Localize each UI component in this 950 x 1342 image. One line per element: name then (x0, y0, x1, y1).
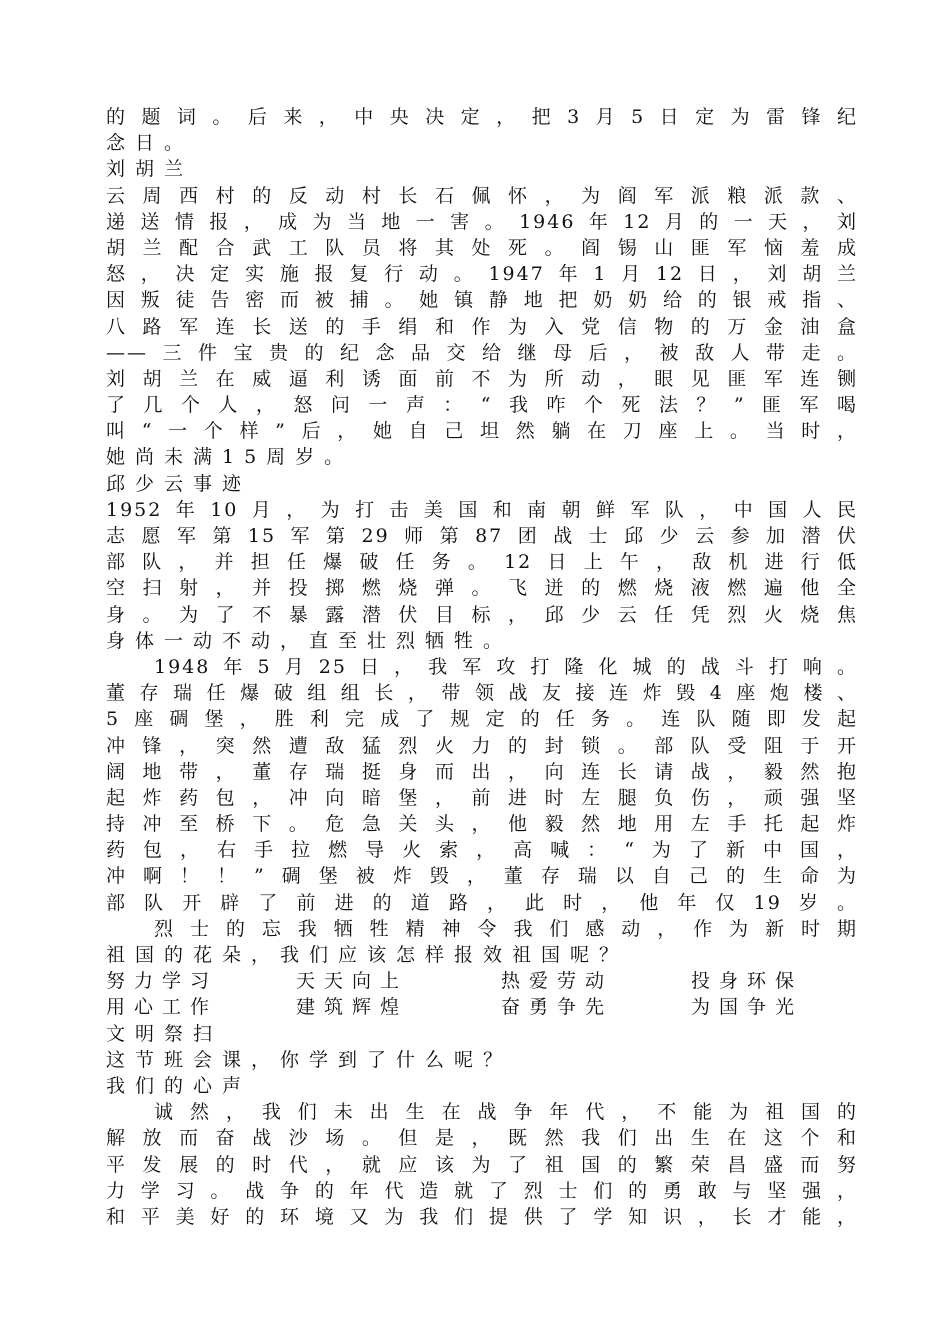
text-line: 药包，右手拉燃导火索，高喊：“为了新中国， (106, 839, 858, 862)
option-item: 奋勇争先 (501, 996, 614, 1019)
document-page (106, 104, 858, 1230)
option-item: 努力学习 (106, 970, 219, 993)
text-line: 空扫射，并投掷燃烧弹。飞迸的燃烧液燃遍他全 (106, 577, 858, 600)
text-line: 解放而奋战沙场。但是，既然我们出生在这个和 (106, 1127, 858, 1150)
text-line: 怒，决定实施报复行动。1947年1月12日，刘胡兰 (106, 263, 858, 286)
text-line: 1952年10月，为打击美国和南朝鲜军队，中国人民 (106, 498, 858, 521)
option-item: 投身环保 (691, 970, 804, 993)
text-line: 八路军连长送的手绢和作为入党信物的万金油盒 (106, 315, 858, 338)
options-row-1 (106, 968, 858, 994)
text-line: 冲啊！！”碉堡被炸毁，董存瑞以自己的生命为 (106, 865, 858, 888)
text-line: 刘胡兰在威逼利诱面前不为所动，眼见匪军连铡 (106, 367, 858, 390)
option-item: 天天向上 (296, 970, 409, 993)
text-line: 了几个人，怒问一声：“我咋个死法？”匪军喝 (106, 394, 858, 417)
text-line: 云周西村的反动村长石佩怀，为阎军派粮派款、 (106, 184, 858, 207)
text-line: ——三件宝贵的纪念品交给继母后，被敌人带走。 (106, 341, 858, 364)
text-line: 烈士的忘我牺牲精神令我们感动，作为新时期 (154, 917, 858, 940)
text-line: 念日。 (106, 132, 194, 155)
text-line: 文明祭扫 (106, 1022, 223, 1045)
text-line: 力学习。战争的年代造就了烈士们的勇敢与坚强， (106, 1179, 858, 1202)
option-item: 用心工作 (106, 996, 219, 1019)
text-line: 和平美好的环境又为我们提供了学知识，长才能， (106, 1205, 858, 1228)
text-line: 阔地带，董存瑞挺身而出，向连长请战，毅然抱 (106, 760, 858, 783)
text-line: 这节班会课，你学到了什么呢？ (106, 1048, 513, 1071)
text-line: 冲锋，突然遭敌猛烈火力的封锁。部队受阻于开 (106, 734, 858, 757)
text-line: 邱少云事迹 (106, 472, 252, 495)
text-line: 因叛徒告密而被捕。她镇静地把奶奶给的银戒指、 (106, 289, 858, 312)
text-line: 她尚未满15周岁。 (106, 446, 354, 469)
text-line: 身体一动不动，直至壮烈牺牲。 (106, 629, 513, 652)
option-item: 为国争光 (691, 996, 804, 1019)
text-line: 诚然，我们未出生在战争年代，不能为祖国的 (154, 1101, 858, 1124)
options-row-2 (106, 994, 858, 1020)
text-line: 持冲至桥下。危急关头，他毅然地用左手托起炸 (106, 813, 858, 836)
text-line: 平发展的时代，就应该为了祖国的繁荣昌盛而努 (106, 1153, 858, 1176)
text-line: 我们的心声 (106, 1074, 252, 1097)
text-line: 的题词。后来，中央决定，把3月5日定为雷锋纪 (106, 106, 858, 128)
option-item: 热爱劳动 (501, 970, 614, 993)
text-line: 刘胡兰 (106, 158, 194, 181)
text-line: 胡兰配合武工队员将其处死。阎锡山匪军恼羞成 (106, 236, 858, 259)
text-line: 5座碉堡，胜利完成了规定的任务。连队随即发起 (106, 708, 858, 731)
text-line: 志愿军第15军第29师第87团战士邱少云参加潜伏 (106, 525, 858, 547)
text-line: 部队，并担任爆破任务。12日上午，敌机进行低 (106, 551, 858, 574)
text-block-main (106, 104, 858, 968)
text-block-closing (106, 1021, 858, 1231)
text-line: 身。为了不暴露潜伏目标，邱少云任凭烈火烧焦 (106, 603, 858, 626)
text-line: 叫“一个样”后，她自己坦然躺在刀座上。当时， (106, 420, 858, 443)
text-line: 递送情报，成为当地一害。1946年12月的一天，刘 (106, 210, 858, 233)
option-item: 建筑辉煌 (296, 996, 409, 1019)
text-line: 董存瑞任爆破组组长，带领战友接连炸毁4座炮楼、 (106, 682, 858, 705)
text-line: 1948年5月25日，我军攻打隆化城的战斗打响。 (154, 655, 858, 678)
text-line: 部队开辟了前进的道路，此时，他年仅19岁。 (106, 891, 858, 914)
text-line: 起炸药包，冲向暗堡，前进时左腿负伤，顽强坚 (106, 786, 858, 809)
text-line: 祖国的花朵，我们应该怎样报效祖国呢？ (106, 944, 629, 966)
